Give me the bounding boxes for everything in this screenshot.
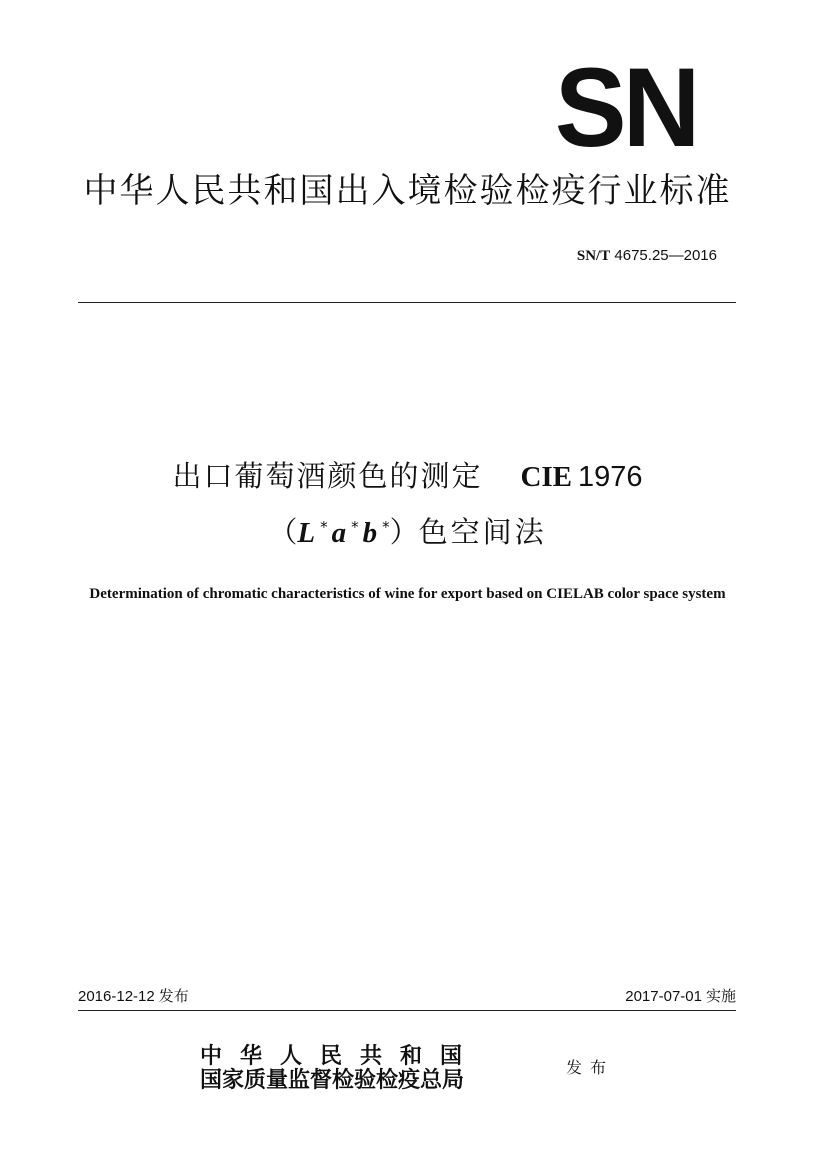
issuing-body-title: 中华人民共和国出入境检验检疫行业标准 [83, 171, 732, 211]
effective-date [625, 986, 736, 1007]
title-english: Determination of chromatic characteristics of wine for export based on CIELAB color space system [89, 586, 726, 602]
issue-date [78, 986, 189, 1007]
title-var-a: a [331, 517, 347, 549]
standard-code-number: 4675.25—2016 [614, 247, 717, 264]
effective-date-label: 实施 [705, 987, 736, 1005]
title-line-2 [0, 506, 815, 554]
title-var-l: L [297, 517, 316, 549]
issuer-block [200, 1044, 480, 1092]
title-paren-close: ） [389, 517, 419, 549]
bottom-divider [78, 1010, 736, 1011]
sn-logo: SN [555, 45, 697, 170]
title-paren-open: （ [268, 517, 298, 549]
title-zh-tail: 色空间法 [418, 515, 547, 549]
effective-date-value: 2017-07-01 [625, 988, 702, 1005]
title-star-l: * [320, 518, 328, 536]
standard-code [577, 246, 717, 266]
title-line-1 [0, 456, 815, 497]
issuer-line-1: 中华人民共和国 [200, 1043, 481, 1069]
issue-date-value: 2016-12-12 [78, 988, 155, 1005]
title-zh-main: 出口葡萄酒颜色的测定 [172, 459, 483, 493]
standard-code-prefix: SN/T [576, 248, 611, 264]
issue-date-label: 发布 [158, 987, 189, 1005]
title-star-a: * [351, 518, 359, 536]
top-divider [78, 302, 736, 303]
title-star-b: * [382, 518, 390, 536]
title-year: 1976 [578, 461, 643, 493]
publish-label: 发布 [566, 1058, 615, 1077]
issuer-line-2: 国家质量监督检验检疫总局 [200, 1067, 465, 1093]
title-var-b: b [362, 517, 378, 549]
title-cie: CIE [520, 461, 573, 493]
